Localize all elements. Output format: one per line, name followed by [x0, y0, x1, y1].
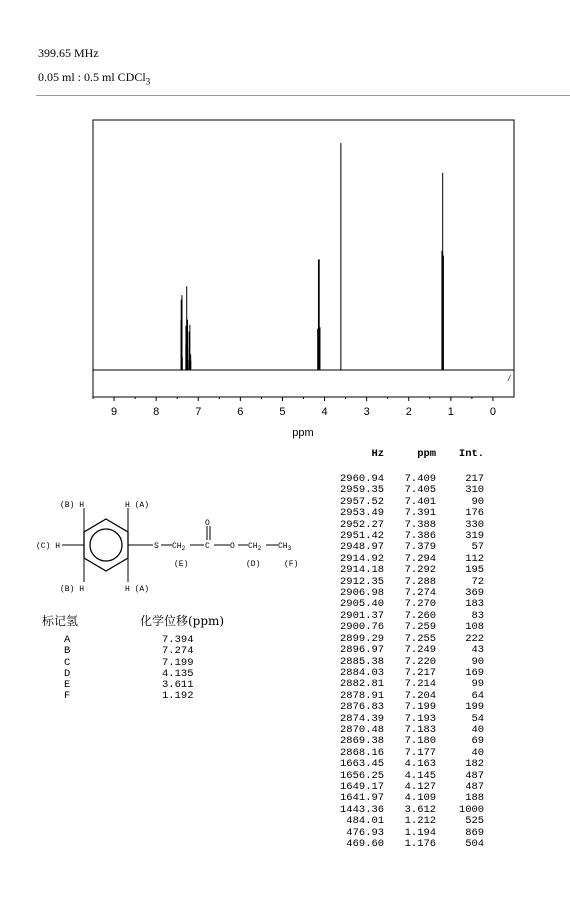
hz-cell: 1663.45	[340, 758, 385, 771]
table-row	[340, 565, 484, 576]
group-ch2-e: $CH_2$	[172, 542, 186, 552]
solvent-subscript: 3	[145, 76, 151, 87]
hz-cell: 2899.29	[340, 632, 385, 645]
int-cell: 369	[465, 587, 485, 600]
assignment-label: F	[64, 690, 71, 703]
ppm-cell: 7.177	[404, 746, 437, 759]
int-cell: 525	[465, 815, 485, 828]
assignment-label: B	[64, 645, 71, 658]
hz-cell: 1443.36	[340, 803, 385, 816]
table-row	[340, 702, 484, 713]
peaks-layer	[181, 143, 443, 370]
ppm-cell: 4.109	[404, 792, 437, 805]
nmr-spectrum-chart	[0, 0, 570, 440]
x-tick-label-3: 3	[363, 406, 370, 418]
x-tick-label-1: 1	[447, 406, 454, 418]
integral-mark: /	[508, 374, 511, 383]
ppm-cell: 7.260	[404, 609, 437, 622]
hz-cell: 2884.03	[340, 666, 385, 679]
int-cell: 69	[471, 735, 485, 748]
hz-cell: 1649.17	[340, 780, 385, 793]
hz-cell: 2876.83	[340, 701, 385, 714]
label-b-top: (B) H	[60, 501, 85, 510]
int-cell: 40	[471, 746, 485, 759]
assignment-label: E	[64, 679, 71, 692]
int-cell: 1000	[458, 803, 485, 816]
hz-cell: 2960.94	[340, 473, 385, 485]
ppm-cell: 7.259	[404, 621, 437, 634]
hz-cell: 2959.35	[340, 484, 385, 497]
hz-cell: 2914.92	[340, 552, 385, 565]
label-c: (C) H	[36, 542, 61, 551]
hz-cell: 2953.49	[340, 507, 385, 520]
ppm-cell: 1.212	[404, 815, 437, 828]
ppm-cell: 7.204	[404, 689, 437, 702]
ppm-cell: 7.274	[404, 587, 437, 600]
hz-cell: 2948.97	[340, 541, 385, 554]
group-ch3-f: $CH_3$	[278, 542, 292, 552]
assignment-shift: 1.192	[162, 690, 194, 703]
table-row	[340, 816, 484, 827]
hz-cell: 2896.97	[340, 644, 385, 657]
hz-cell: 484.01	[346, 815, 385, 828]
int-cell: 487	[465, 780, 485, 793]
ppm-cell: 1.176	[404, 838, 437, 850]
ppm-cell: 7.379	[404, 541, 437, 554]
hz-cell: 1641.97	[340, 792, 385, 805]
int-cell: 99	[471, 678, 485, 691]
hz-cell: 2870.48	[340, 723, 385, 736]
group-ch2-d: $CH_2$	[248, 542, 262, 552]
hz-cell: 2906.98	[340, 587, 385, 600]
int-cell: 54	[471, 712, 485, 725]
ppm-cell: 7.405	[404, 484, 437, 497]
int-cell: 195	[465, 564, 485, 577]
col-int: Int.	[458, 448, 485, 460]
ppm-cell: 7.183	[404, 723, 437, 736]
label-a-bottom: H (A)	[125, 585, 150, 594]
int-cell: 72	[471, 575, 485, 588]
assignment-shift: 7.274	[162, 645, 194, 658]
assignment-row	[42, 680, 242, 691]
peak-table-header	[340, 448, 484, 474]
x-tick-label-9: 9	[110, 406, 118, 418]
hz-cell: 476.93	[346, 826, 385, 839]
col-ppm: ppm	[417, 448, 437, 460]
x-tick-label-2: 2	[405, 406, 412, 418]
int-cell: 310	[465, 484, 485, 497]
assignment-row	[42, 658, 242, 669]
int-cell: 504	[465, 838, 485, 850]
int-cell: 90	[471, 655, 485, 668]
assignment-label: C	[64, 656, 71, 669]
hz-cell: 2885.38	[340, 655, 385, 668]
x-axis-ticks	[93, 397, 496, 418]
table-row	[340, 759, 484, 770]
label-a-top: H (A)	[125, 501, 150, 510]
int-cell: 869	[465, 826, 485, 839]
hz-cell: 2869.38	[340, 735, 385, 748]
hz-cell: 2874.39	[340, 712, 385, 725]
table-row	[340, 839, 484, 850]
hz-cell: 2951.42	[340, 530, 385, 543]
label-b-bottom: (B) H	[60, 585, 85, 594]
peak-table	[340, 448, 484, 850]
int-cell: 487	[465, 769, 485, 782]
x-tick-label-4: 4	[321, 406, 328, 418]
ppm-cell: 7.292	[404, 564, 437, 577]
table-row	[340, 508, 484, 519]
hz-cell: 2957.52	[340, 495, 385, 508]
int-cell: 217	[465, 473, 485, 485]
ppm-cell: 7.193	[404, 712, 437, 725]
atom-ester-o: O	[230, 542, 235, 551]
ppm-cell: 7.294	[404, 552, 437, 565]
int-cell: 188	[465, 792, 485, 805]
int-cell: 112	[465, 552, 485, 565]
ppm-cell: 7.288	[404, 575, 437, 588]
x-tick-label-5: 5	[279, 406, 286, 418]
atom-s: S	[154, 542, 159, 551]
ppm-cell: 7.180	[404, 735, 437, 748]
assignment-shift: 3.611	[162, 679, 194, 692]
assignment-shift: 7.199	[162, 656, 194, 669]
assignment-row	[42, 635, 242, 646]
hz-cell: 2868.16	[340, 746, 385, 759]
label-e: (E)	[174, 560, 189, 569]
ppm-cell: 7.199	[404, 701, 437, 714]
x-tick-label-8: 8	[153, 406, 160, 418]
x-tick-label-0: 0	[489, 406, 497, 418]
hz-cell: 2878.91	[340, 689, 385, 702]
int-cell: 43	[471, 644, 485, 657]
ppm-cell: 3.612	[404, 803, 437, 816]
assignment-header-label: 标记氢	[42, 614, 79, 628]
ppm-cell: 7.255	[404, 632, 437, 645]
ppm-cell: 4.145	[404, 769, 437, 782]
x-tick-label-6: 6	[237, 406, 244, 418]
ppm-cell: 7.249	[404, 644, 437, 657]
ppm-cell: 7.220	[404, 655, 437, 668]
assignment-label: A	[64, 634, 71, 646]
ppm-cell: 7.391	[404, 507, 437, 520]
ppm-cell: 7.409	[404, 473, 437, 485]
atom-carbonyl-o: O	[205, 519, 210, 528]
solvent-text: 0.05 ml : 0.5 ml CDCl	[38, 70, 146, 84]
plot-frame	[93, 120, 514, 397]
assignment-row	[42, 646, 242, 657]
peak-table-body	[340, 474, 484, 850]
int-cell: 176	[465, 507, 485, 520]
int-cell: 319	[465, 530, 485, 543]
int-cell: 40	[471, 723, 485, 736]
hz-cell: 2914.18	[340, 564, 385, 577]
int-cell: 90	[471, 495, 485, 508]
hz-cell: 469.60	[346, 838, 385, 850]
hz-cell: 2900.76	[340, 621, 385, 634]
benzene-ring	[84, 519, 128, 571]
hz-cell: 2905.40	[340, 598, 385, 611]
int-cell: 57	[471, 541, 485, 554]
int-cell: 330	[465, 518, 485, 531]
ppm-cell: 4.127	[404, 780, 437, 793]
int-cell: 108	[465, 621, 485, 634]
assignment-rows	[42, 635, 242, 703]
x-axis-label: ppm	[292, 427, 314, 439]
ppm-cell: 1.194	[404, 826, 437, 839]
assignment-shift: 7.394	[162, 634, 194, 646]
assignment-shift: 4.135	[162, 667, 194, 680]
ppm-cell: 7.386	[404, 530, 437, 543]
hz-cell: 2952.27	[340, 518, 385, 531]
aromatic-circle	[90, 529, 122, 561]
spectrometer-frequency: 399.65 MHz	[38, 46, 99, 60]
ppm-cell: 7.388	[404, 518, 437, 531]
assignment-row	[42, 669, 242, 680]
label-d: (D)	[246, 560, 261, 569]
table-row	[340, 645, 484, 656]
assignment-header-shift: 化学位移(ppm)	[140, 614, 225, 628]
x-tick-label-7: 7	[195, 406, 202, 418]
int-cell: 183	[465, 598, 485, 611]
ppm-cell: 7.401	[404, 495, 437, 508]
assignment-label: D	[64, 667, 71, 680]
hz-cell: 2882.81	[340, 678, 385, 691]
hz-cell: 2912.35	[340, 575, 385, 588]
int-cell: 64	[471, 689, 485, 702]
ppm-cell: 4.163	[404, 758, 437, 771]
label-f: (F)	[284, 560, 299, 569]
int-cell: 169	[465, 666, 485, 679]
ppm-cell: 7.270	[404, 598, 437, 611]
assignment-row	[42, 691, 242, 702]
hz-cell: 2901.37	[340, 609, 385, 622]
atom-carbonyl-c: C	[205, 542, 210, 551]
int-cell: 199	[465, 701, 485, 714]
table-row	[340, 622, 484, 633]
int-cell: 182	[465, 758, 485, 771]
col-hz: Hz	[371, 448, 385, 460]
ppm-cell: 7.217	[404, 666, 437, 679]
int-cell: 83	[471, 609, 485, 622]
ppm-cell: 7.214	[404, 678, 437, 691]
int-cell: 222	[465, 632, 485, 645]
table-row	[340, 679, 484, 690]
hz-cell: 1656.25	[340, 769, 385, 782]
